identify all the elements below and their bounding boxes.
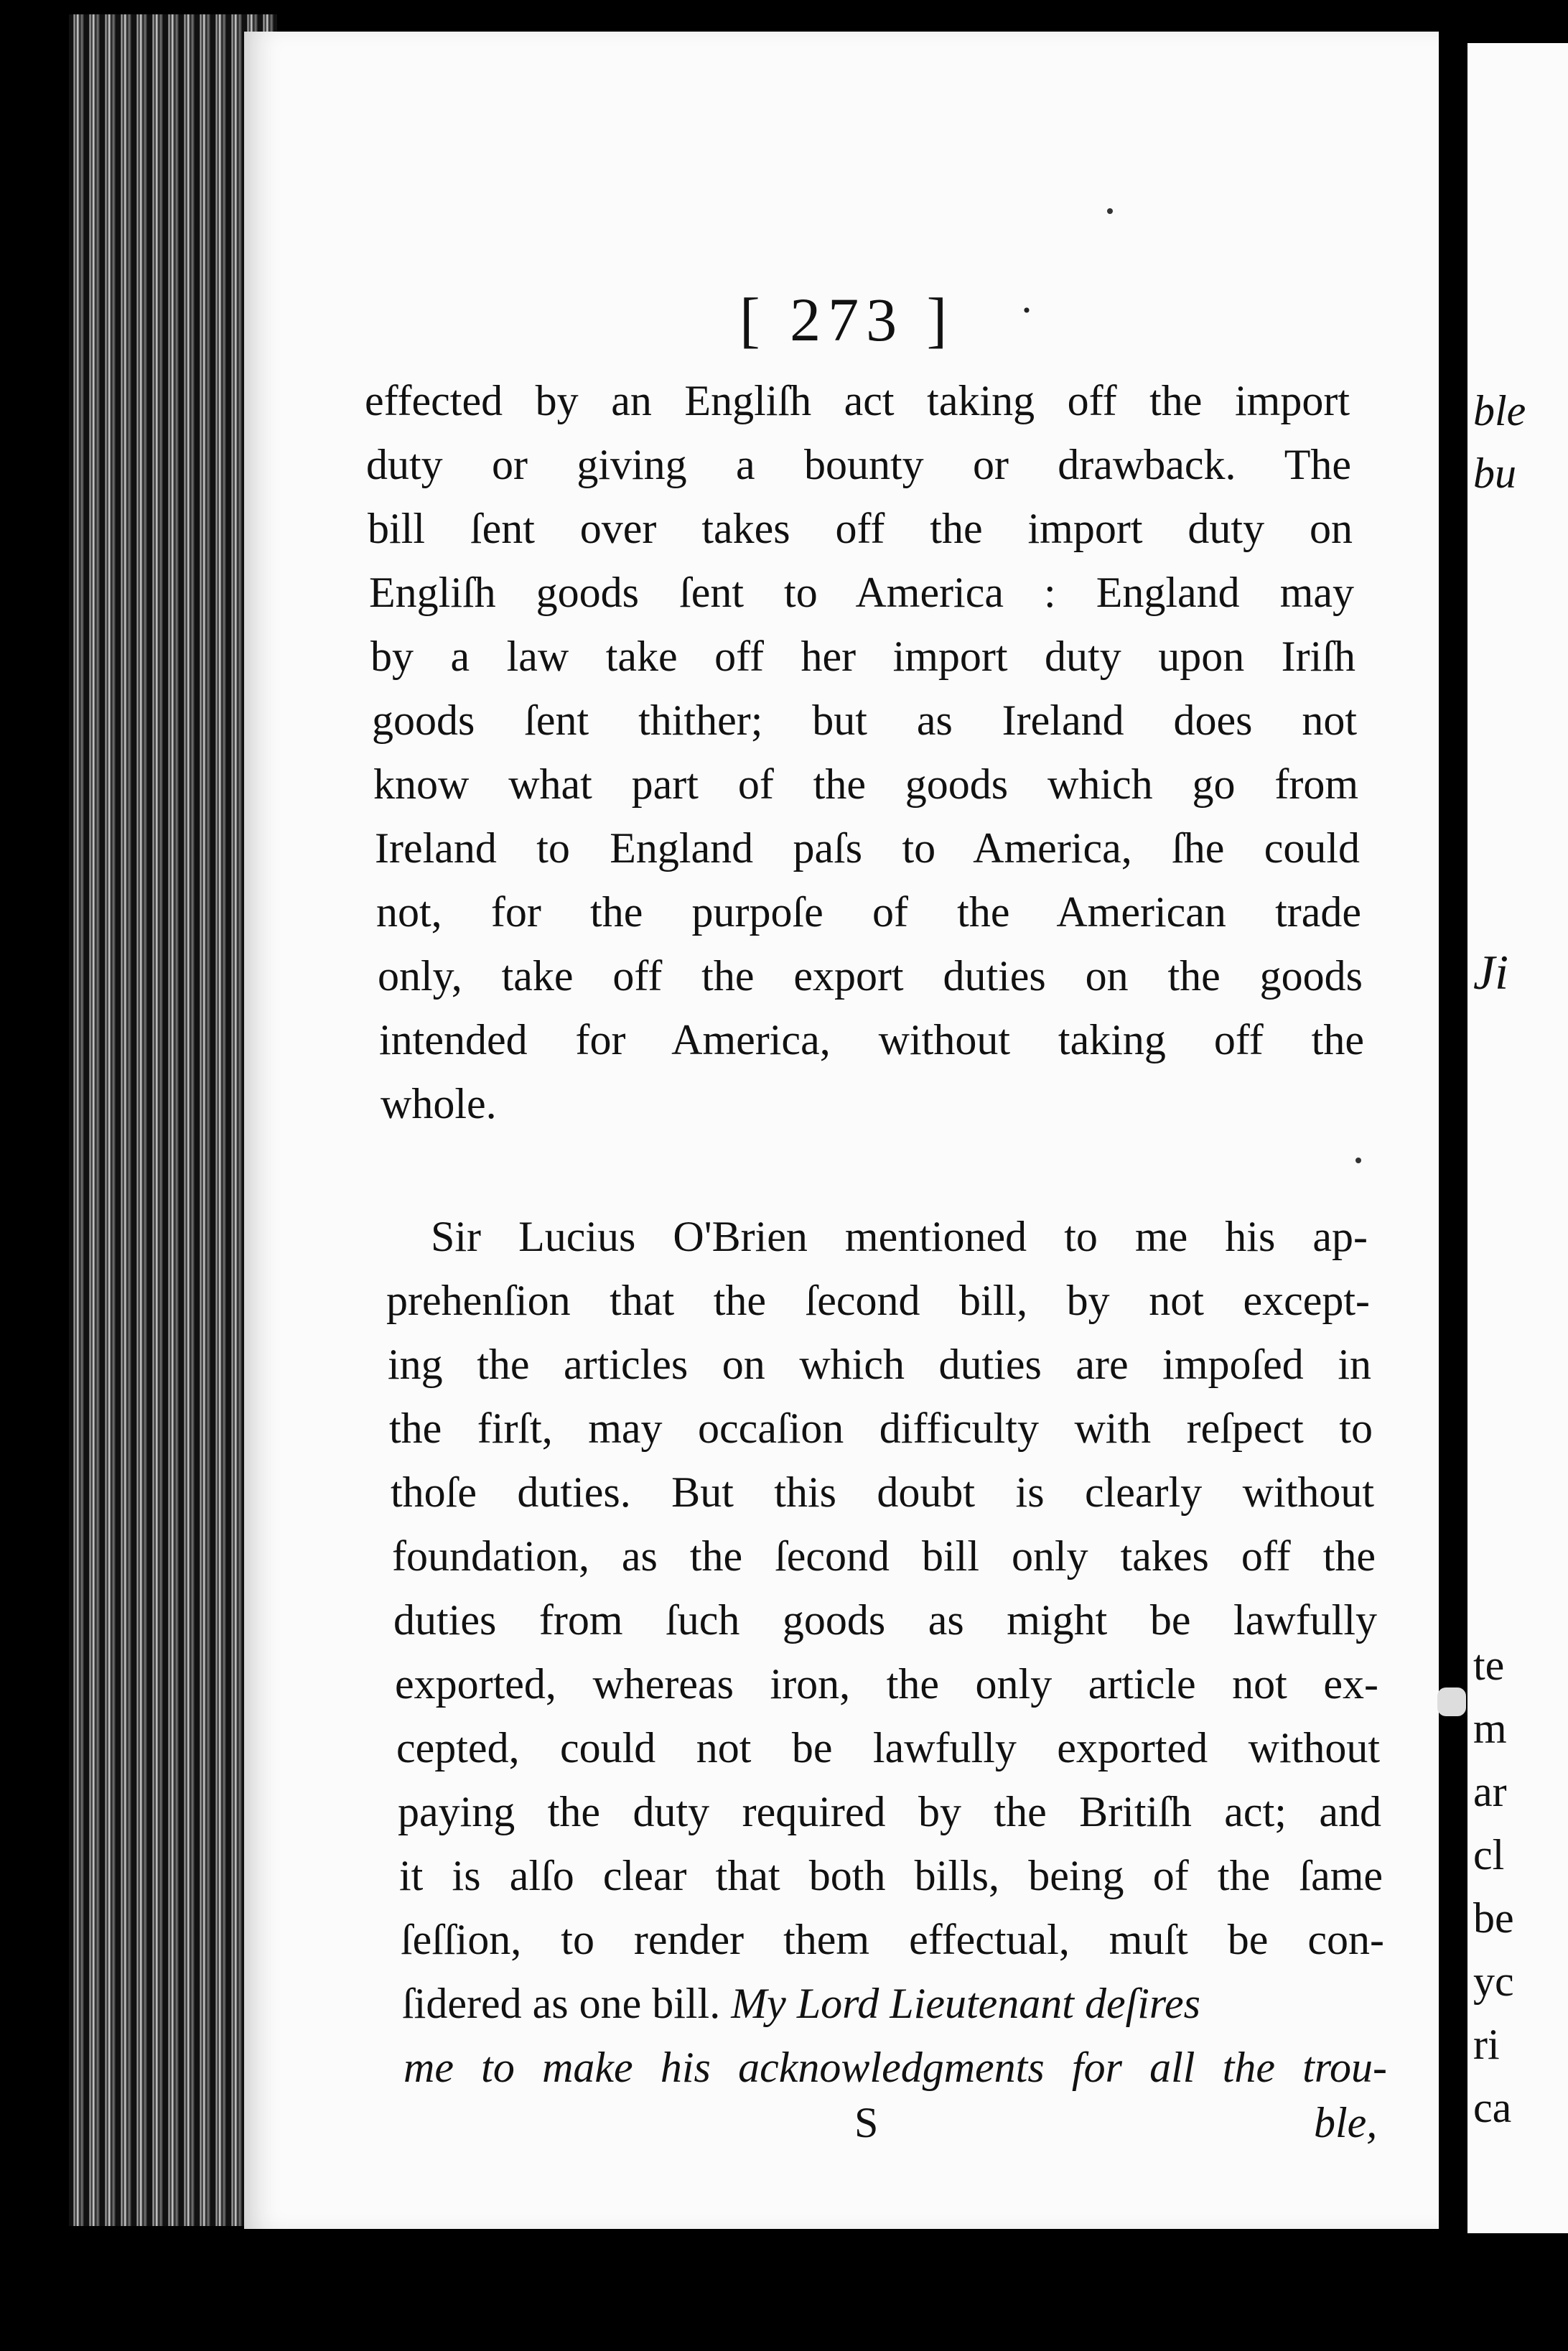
text-line: Ireland to England paſs to America, ſhe could <box>375 824 1360 872</box>
text-line: whole. <box>381 1080 497 1127</box>
facing-page <box>1467 43 1568 2327</box>
text-line: prehenſion that the ſecond bill, by not except- <box>386 1277 1370 1324</box>
scan-border <box>0 2233 1568 2351</box>
text-line: it is alſo clear that both bills, being of the ſame <box>399 1852 1383 1899</box>
text-line: thoſe duties. But this doubt is clearly without <box>391 1468 1374 1516</box>
page-header: [ 273 ] <box>739 285 955 354</box>
header-mark: · <box>1019 287 1034 334</box>
facing-text-fragment: bu <box>1473 450 1516 497</box>
text-line: foundation, as the ſecond bill only takes off the <box>392 1532 1376 1580</box>
text-roman-run: ſidered as one bill. <box>402 1980 721 2027</box>
text-line: not, for the purpoſe of the American trade <box>376 888 1361 936</box>
text-line-italic: me to make his acknowledgments for all the trou- <box>403 2044 1387 2091</box>
signature-mark: S <box>854 2099 879 2146</box>
text-italic-run: My Lord Lieutenant deſires <box>731 1980 1201 2027</box>
facing-text-fragment: yc <box>1473 1957 1514 2005</box>
text-line: Engliſh goods ſent to America : England may <box>369 569 1354 616</box>
text-line: by a law take off her import duty upon Iriſh <box>370 633 1355 680</box>
catchword: ble, <box>1314 2099 1378 2146</box>
facing-text-fragment: Ji <box>1473 945 1509 1000</box>
text-line-mixed <box>402 1978 1386 2029</box>
facing-text-fragment: ca <box>1473 2084 1512 2131</box>
facing-text-fragment: ble <box>1473 387 1526 434</box>
text-line: cepted, could not be lawfully exported without <box>396 1724 1380 1772</box>
facing-text-fragment: ri <box>1473 2021 1500 2068</box>
facing-text-fragment: cl <box>1473 1831 1505 1879</box>
text-line: only, take off the export duties on the goods <box>378 952 1363 1000</box>
text-line: ing the articles on which duties are impoſed in <box>388 1341 1371 1388</box>
text-line: duties from ſuch goods as might be lawfully <box>393 1596 1377 1644</box>
text-line: know what part of the goods which go from <box>373 760 1358 808</box>
text-line: effected by an Engliſh act taking off the import <box>365 377 1350 424</box>
facing-text-fragment: te <box>1473 1642 1505 1689</box>
text-line: exported, whereas iron, the only article not ex- <box>395 1660 1378 1708</box>
facing-text-fragment: be <box>1473 1894 1514 1942</box>
text-line: the firſt, may occaſion difficulty with reſpect to <box>389 1405 1373 1452</box>
paper-tear <box>1437 1687 1466 1716</box>
text-line: ſeſſion, to render them effectual, muſt be con- <box>401 1916 1384 1963</box>
text-line: intended for America, without taking off the <box>379 1016 1364 1063</box>
facing-text-fragment: ar <box>1473 1768 1507 1815</box>
text-line: duty or giving a bounty or drawback. The <box>366 441 1351 488</box>
text-line: bill ſent over takes off the import duty on <box>368 505 1353 552</box>
text-line: goods ſent thither; but as Ireland does not <box>372 697 1357 744</box>
book-gutter <box>1439 0 1467 2351</box>
facing-text-fragment: m <box>1473 1705 1507 1752</box>
ink-speck <box>1355 1158 1361 1163</box>
text-line: paying the duty required by the Britiſh act; and <box>398 1788 1381 1835</box>
text-line: Sir Lucius O'Brien mentioned to me his ap- <box>431 1213 1368 1260</box>
ink-speck <box>1107 208 1113 214</box>
